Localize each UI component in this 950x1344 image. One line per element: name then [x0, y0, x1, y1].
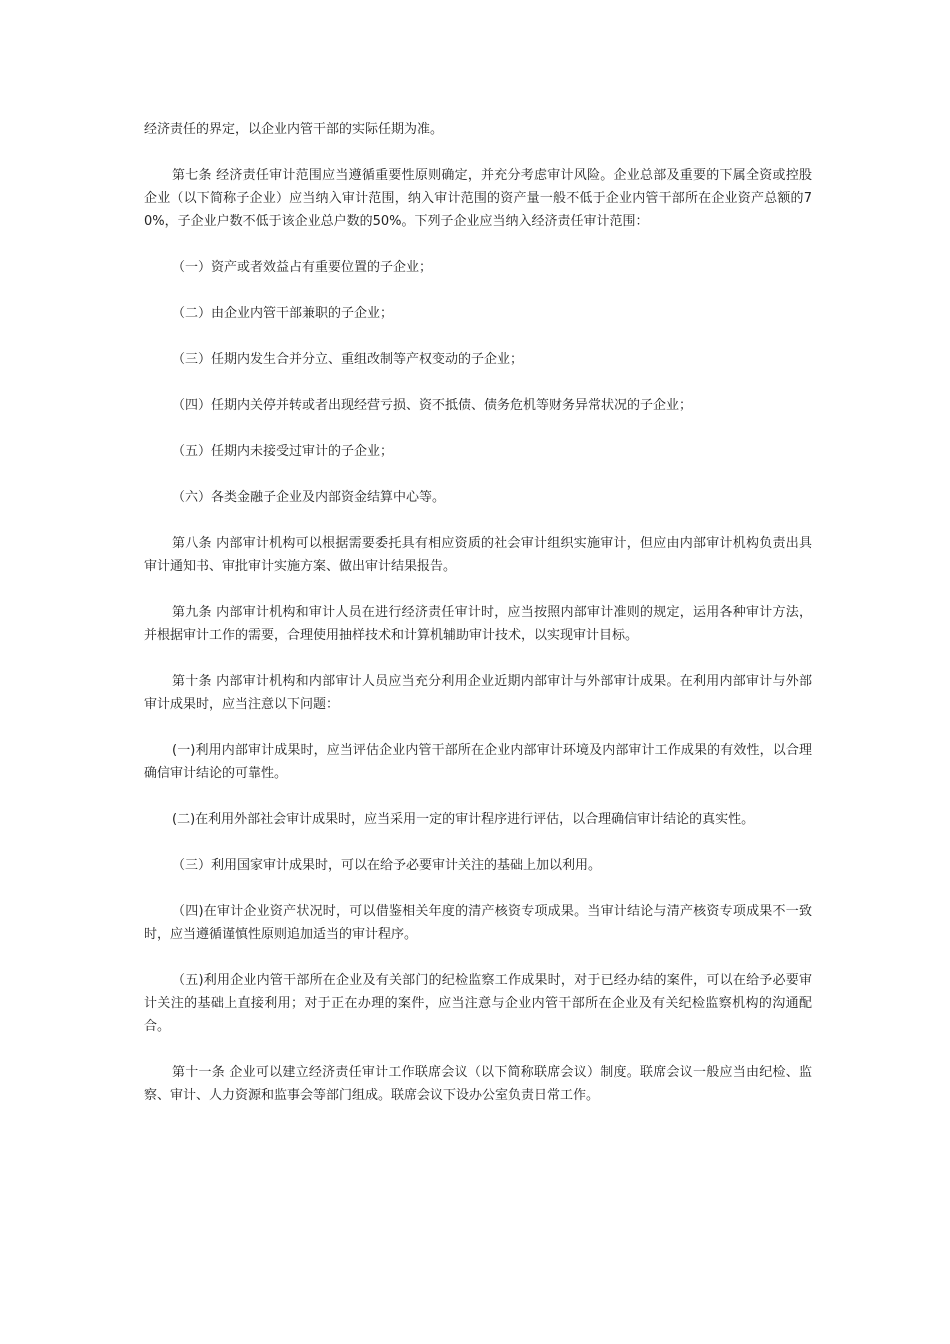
paragraph-article-10: 第十条 内部审计机构和内部审计人员应当充分利用企业近期内部审计与外部审计成果。在利用内部审计与外部审计成果时，应当注意以下问题： — [144, 674, 812, 712]
article-10-item-5: （五)利用企业内管干部所在企业及有关部门的纪检监察工作成果时，对于已经办结的案件，可以在给予必要审计关注的基础上直接利用；对于正在办理的案件，应当注意与企业内管干部所在企业及有关纪检监察机构的沟通配合。 — [144, 973, 812, 1034]
document-body — [144, 118, 812, 1130]
paragraph-article-7: 第七条 经济责任审计范围应当遵循重要性原则确定，并充分考虑审计风险。企业总部及重要的下属全资或控股企业（以下简称子企业）应当纳入审计范围，纳入审计范围的资产量一般不低于企业内管干部所在企业资产总额的70%，子企业户数不低于该企业总户数的50%。下列子企业应当纳入经济责任审计范围： — [144, 168, 812, 229]
list-item-1: （一）资产或者效益占有重要位置的子企业； — [172, 260, 433, 275]
article-10-item-1: (一)利用内部审计成果时，应当评估企业内管干部所在企业内部审计环境及内部审计工作成果的有效性，以合理确信审计结论的可靠性。 — [144, 743, 812, 781]
paragraph-article-9: 第九条 内部审计机构和审计人员在进行经济责任审计时，应当按照内部审计准则的规定，运用各种审计方法，并根据审计工作的需要，合理使用抽样技术和计算机辅助审计技术，以实现审计目标。 — [144, 605, 812, 643]
list-item-3: （三）任期内发生合并分立、重组改制等产权变动的子企业； — [172, 352, 524, 367]
list-item-2: （二）由企业内管干部兼职的子企业； — [172, 306, 394, 321]
list-item-6: （六）各类金融子企业及内部资金结算中心等。 — [172, 490, 446, 505]
article-10-item-4: （四)在审计企业资产状况时，可以借鉴相关年度的清产核资专项成果。当审计结论与清产核资专项成果不一致时，应当遵循谨慎性原则追加适当的审计程序。 — [144, 904, 812, 942]
paragraph-term-definition: 经济责任的界定，以企业内管干部的实际任期为准。 — [144, 122, 444, 137]
article-10-item-2: (二)在利用外部社会审计成果时，应当采用一定的审计程序进行评估，以合理确信审计结论的真实性。 — [172, 812, 755, 827]
list-item-5: （五）任期内未接受过审计的子企业； — [172, 444, 394, 459]
article-10-item-3: （三）利用国家审计成果时，可以在给予必要审计关注的基础上加以利用。 — [172, 858, 602, 873]
paragraph-article-8: 第八条 内部审计机构可以根据需要委托具有相应资质的社会审计组织实施审计，但应由内部审计机构负责出具审计通知书、审批审计实施方案、做出审计结果报告。 — [144, 536, 812, 574]
paragraph-article-11: 第十一条 企业可以建立经济责任审计工作联席会议（以下简称联席会议）制度。联席会议一般应当由纪检、监察、审计、人力资源和监事会等部门组成。联席会议下设办公室负责日常工作。 — [144, 1065, 812, 1103]
list-item-4: （四）任期内关停并转或者出现经营亏损、资不抵债、债务危机等财务异常状况的子企业； — [172, 398, 693, 413]
